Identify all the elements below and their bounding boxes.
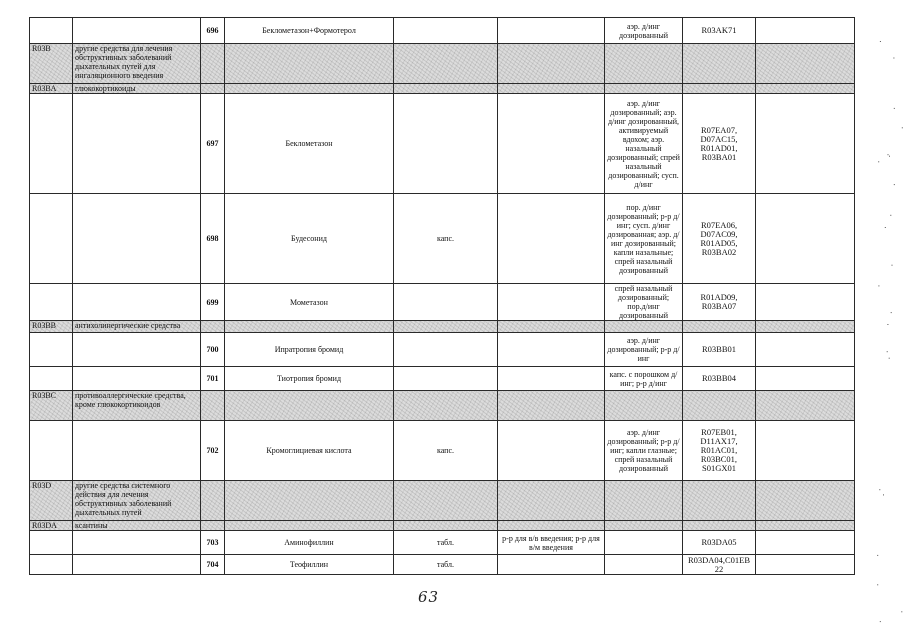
cell-injection-form — [498, 521, 605, 531]
cell-dosage-form — [394, 367, 498, 391]
cell-dosage-form — [394, 94, 498, 194]
cell-item-number — [201, 321, 225, 333]
scan-speck — [894, 108, 895, 109]
cell-injection-form — [498, 44, 605, 84]
cell-empty-extra — [756, 284, 855, 321]
page-number: 63 — [418, 588, 440, 606]
cell-group-description — [73, 284, 201, 321]
cell-drug-name — [225, 44, 394, 84]
cell-inhalation-form: аэр. д/инг дозированный; аэр. д/инг дозированный, активируемый вдохом; аэр. назальный дозированный; спрей назальный дозированный; сусп. д/инг — [605, 94, 683, 194]
cell-empty-extra — [756, 84, 855, 94]
cell-atc-codes: R03AK71 — [683, 18, 756, 44]
cell-atc-group-code — [30, 18, 73, 44]
scan-speck — [887, 324, 888, 325]
cell-dosage-form — [394, 481, 498, 521]
cell-atc-codes — [683, 521, 756, 531]
cell-drug-name: Беклометазон — [225, 94, 394, 194]
cell-inhalation-form — [605, 44, 683, 84]
cell-atc-codes: R07EB01, D11AX17, R01AC01, R03BC01, S01GX01 — [683, 421, 756, 481]
group-row — [30, 44, 855, 84]
cell-drug-name: Аминофиллин — [225, 531, 394, 555]
cell-atc-group-code: R03BB — [30, 321, 73, 333]
cell-empty-extra — [756, 555, 855, 575]
table-row — [30, 367, 855, 391]
cell-atc-codes — [683, 84, 756, 94]
cell-atc-codes — [683, 321, 756, 333]
cell-group-description: другие средства системного действия для лечения обструктивных заболеваний дыхательных путей — [73, 481, 201, 521]
cell-drug-name: Беклометазон+Формотерол — [225, 18, 394, 44]
cell-dosage-form: капс. — [394, 194, 498, 284]
cell-item-number: 704 — [201, 555, 225, 575]
cell-item-number: 696 — [201, 18, 225, 44]
cell-inhalation-form: пор. д/инг дозированный; р-р д/инг; сусп. д/инг дозированная; аэр. д/инг дозированный; капли назальные; спрей назальный дозированный — [605, 194, 683, 284]
cell-drug-name — [225, 321, 394, 333]
scan-speck — [892, 265, 893, 266]
table-row — [30, 18, 855, 44]
table-row — [30, 194, 855, 284]
table-row — [30, 555, 855, 575]
cell-drug-name — [225, 481, 394, 521]
cell-atc-codes — [683, 391, 756, 421]
cell-inhalation-form: капс. с порошком д/инг; р-р д/инг — [605, 367, 683, 391]
cell-injection-form — [498, 421, 605, 481]
scan-speck — [902, 127, 903, 128]
cell-atc-group-code: R03B — [30, 44, 73, 84]
cell-atc-group-code — [30, 194, 73, 284]
cell-inhalation-form: спрей назальный дозированный; пор.д/инг дозированный — [605, 284, 683, 321]
cell-inhalation-form: аэр. д/инг дозированный; р-р д/инг — [605, 333, 683, 367]
cell-atc-codes: R07EA07, D07AC15, R01AD01, R03BA01 — [683, 94, 756, 194]
scan-speck — [885, 227, 886, 228]
cell-item-number: 700 — [201, 333, 225, 367]
cell-drug-name — [225, 84, 394, 94]
cell-empty-extra — [756, 94, 855, 194]
cell-group-description — [73, 367, 201, 391]
scan-speck — [888, 154, 889, 155]
scan-speck — [883, 494, 884, 495]
cell-empty-extra — [756, 391, 855, 421]
cell-dosage-form — [394, 44, 498, 84]
cell-atc-codes: R03DA05 — [683, 531, 756, 555]
drug-list-table — [29, 17, 855, 575]
cell-group-description — [73, 531, 201, 555]
cell-group-description — [73, 94, 201, 194]
cell-drug-name: Мометазон — [225, 284, 394, 321]
cell-atc-group-code: R03BA — [30, 84, 73, 94]
cell-empty-extra — [756, 194, 855, 284]
cell-drug-name: Теофиллин — [225, 555, 394, 575]
cell-item-number: 702 — [201, 421, 225, 481]
cell-atc-group-code: R03DA — [30, 521, 73, 531]
cell-item-number: 697 — [201, 94, 225, 194]
cell-inhalation-form — [605, 521, 683, 531]
cell-dosage-form: табл. — [394, 531, 498, 555]
cell-drug-name — [225, 521, 394, 531]
cell-dosage-form — [394, 521, 498, 531]
cell-empty-extra — [756, 531, 855, 555]
scan-speck — [901, 611, 902, 612]
cell-injection-form: р-р для в/в введения; р-р для в/м введения — [498, 531, 605, 555]
scan-speck — [880, 41, 881, 42]
cell-dosage-form: табл. — [394, 555, 498, 575]
cell-group-description: глюкокортикоиды — [73, 84, 201, 94]
cell-item-number — [201, 481, 225, 521]
table-row — [30, 94, 855, 194]
cell-inhalation-form — [605, 555, 683, 575]
cell-atc-group-code — [30, 531, 73, 555]
scan-speck — [894, 184, 895, 185]
scan-speck — [889, 358, 890, 359]
table-row — [30, 333, 855, 367]
cell-injection-form — [498, 333, 605, 367]
cell-injection-form — [498, 481, 605, 521]
cell-drug-name: Будесонид — [225, 194, 394, 284]
cell-inhalation-form — [605, 84, 683, 94]
cell-inhalation-form — [605, 481, 683, 521]
cell-atc-group-code: R03D — [30, 481, 73, 521]
cell-atc-codes — [683, 481, 756, 521]
cell-injection-form — [498, 84, 605, 94]
group-row — [30, 481, 855, 521]
cell-injection-form — [498, 284, 605, 321]
cell-drug-name: Ипратропия бромид — [225, 333, 394, 367]
scan-speck — [887, 351, 888, 352]
cell-injection-form — [498, 94, 605, 194]
scan-speck — [879, 489, 880, 490]
cell-dosage-form — [394, 333, 498, 367]
cell-injection-form — [498, 194, 605, 284]
cell-drug-name: Кромоглициевая кислота — [225, 421, 394, 481]
cell-empty-extra — [756, 44, 855, 84]
cell-atc-group-code: R03BC — [30, 391, 73, 421]
cell-empty-extra — [756, 18, 855, 44]
cell-group-description — [73, 333, 201, 367]
cell-item-number: 699 — [201, 284, 225, 321]
cell-item-number — [201, 521, 225, 531]
cell-dosage-form — [394, 391, 498, 421]
scan-speck — [878, 285, 879, 286]
table-row — [30, 531, 855, 555]
cell-group-description: ксантины — [73, 521, 201, 531]
cell-empty-extra — [756, 321, 855, 333]
cell-inhalation-form — [605, 391, 683, 421]
cell-atc-group-code — [30, 94, 73, 194]
cell-group-description — [73, 421, 201, 481]
cell-atc-group-code — [30, 367, 73, 391]
group-row — [30, 521, 855, 531]
group-row — [30, 321, 855, 333]
cell-inhalation-form: аэр. д/инг дозированный; р-р д/инг; капли глазные; спрей назальный дозированный — [605, 421, 683, 481]
scan-speck — [890, 215, 891, 216]
cell-injection-form — [498, 391, 605, 421]
table-row — [30, 421, 855, 481]
cell-dosage-form — [394, 321, 498, 333]
cell-inhalation-form — [605, 531, 683, 555]
cell-item-number: 698 — [201, 194, 225, 284]
cell-dosage-form — [394, 284, 498, 321]
cell-atc-codes — [683, 44, 756, 84]
cell-injection-form — [498, 367, 605, 391]
cell-group-description — [73, 555, 201, 575]
scan-speck — [889, 156, 890, 157]
scan-speck — [893, 58, 894, 59]
cell-group-description — [73, 18, 201, 44]
cell-atc-group-code — [30, 421, 73, 481]
cell-group-description: противоаллергические средства, кроме глюкокортикоидов — [73, 391, 201, 421]
cell-atc-codes: R03DA04,C01EB 22 — [683, 555, 756, 575]
cell-empty-extra — [756, 333, 855, 367]
cell-inhalation-form — [605, 321, 683, 333]
cell-drug-name: Тиотропия бромид — [225, 367, 394, 391]
scan-speck — [878, 161, 879, 162]
cell-item-number: 703 — [201, 531, 225, 555]
cell-dosage-form — [394, 18, 498, 44]
cell-item-number: 701 — [201, 367, 225, 391]
cell-inhalation-form: аэр. д/инг дозированный — [605, 18, 683, 44]
cell-injection-form — [498, 18, 605, 44]
cell-dosage-form — [394, 84, 498, 94]
cell-injection-form — [498, 321, 605, 333]
cell-atc-group-code — [30, 284, 73, 321]
cell-atc-codes: R01AD09, R03BA07 — [683, 284, 756, 321]
cell-item-number — [201, 44, 225, 84]
scan-speck — [877, 555, 878, 556]
cell-group-description: другие средства для лечения обструктивных заболеваний дыхательных путей для ингаляционного введения — [73, 44, 201, 84]
cell-atc-codes: R07EA06, D07AC09, R01AD05, R03BA02 — [683, 194, 756, 284]
cell-injection-form — [498, 555, 605, 575]
cell-atc-group-code — [30, 333, 73, 367]
cell-empty-extra — [756, 481, 855, 521]
cell-atc-codes: R03BB04 — [683, 367, 756, 391]
group-row — [30, 391, 855, 421]
cell-atc-codes: R03BB01 — [683, 333, 756, 367]
cell-group-description: антихолинергические средства — [73, 321, 201, 333]
cell-empty-extra — [756, 421, 855, 481]
cell-empty-extra — [756, 521, 855, 531]
cell-atc-group-code — [30, 555, 73, 575]
group-row — [30, 84, 855, 94]
cell-item-number — [201, 391, 225, 421]
cell-dosage-form: капс. — [394, 421, 498, 481]
cell-group-description — [73, 194, 201, 284]
scan-speck — [877, 584, 878, 585]
cell-drug-name — [225, 391, 394, 421]
cell-empty-extra — [756, 367, 855, 391]
scan-speck — [880, 621, 881, 622]
table-row — [30, 284, 855, 321]
scan-speck — [891, 312, 892, 313]
cell-item-number — [201, 84, 225, 94]
